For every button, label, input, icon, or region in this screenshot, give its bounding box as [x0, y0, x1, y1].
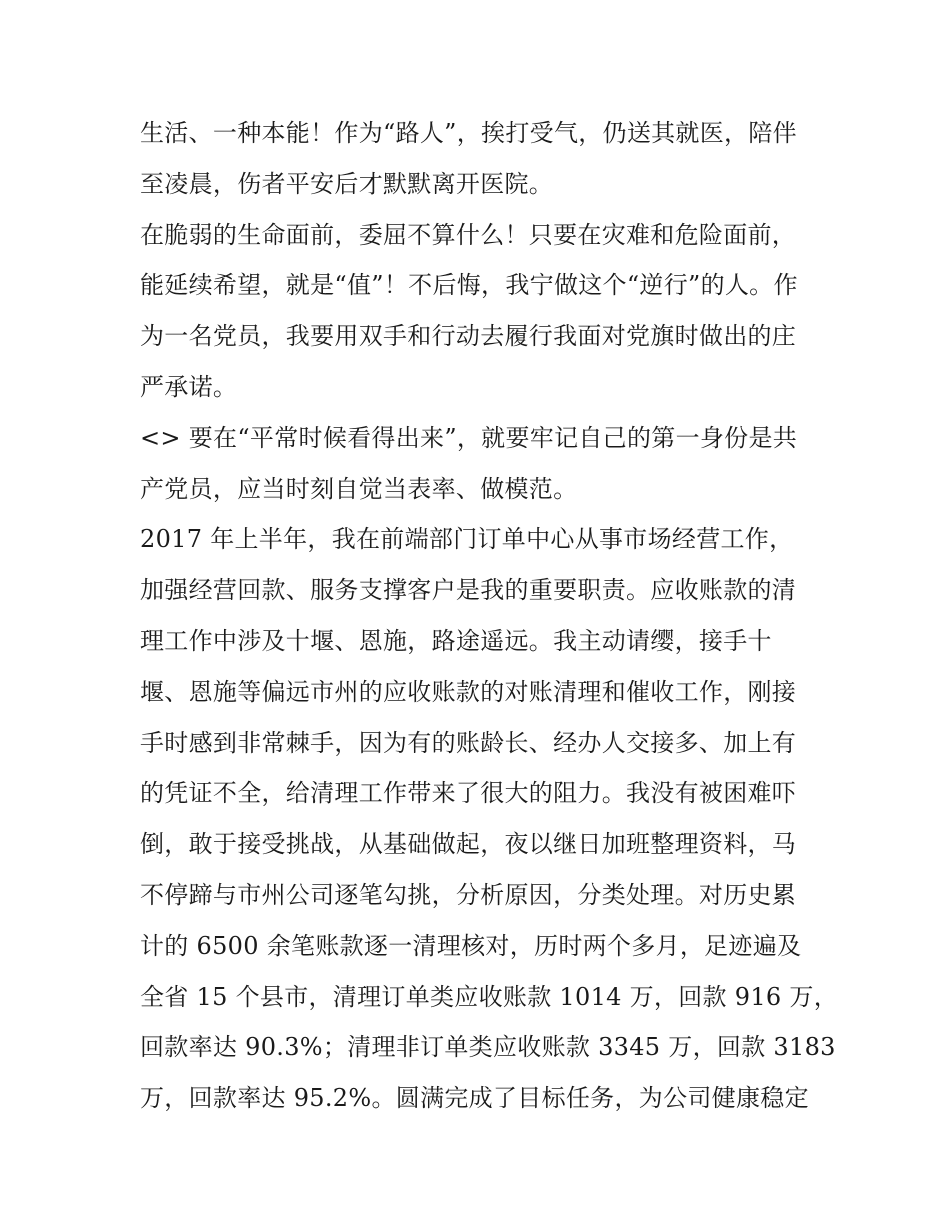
text-line: 计的 6500 余笔账款逐一清理核对，历时两个多月，足迹遍及 [140, 931, 802, 960]
text-line: 倒，敢于接受挑战，从基础做起，夜以继日加班整理资料，马 [140, 830, 797, 859]
text-line: 在脆弱的生命面前，委屈不算什么！只要在灾难和危险面前， [140, 220, 797, 249]
text-line: 至凌晨，伤者平安后才默默离开医院。 [140, 169, 554, 198]
text-line: 生活、一种本能！作为“路人”，挨打受气，仍送其就医，陪伴 [140, 119, 797, 147]
text-line: 回款率达 90.3%；清理非订单类应收账款 3345 万，回款 3183 [140, 1033, 836, 1062]
text-line: 加强经营回款、服务支撑客户是我的重要职责。应收账款的清 [140, 576, 797, 605]
text-line: 的凭证不全，给清理工作带来了很大的阻力。我没有被困难吓 [140, 779, 797, 808]
text-line: 手时感到非常棘手，因为有的账龄长、经办人交接多、加上有 [140, 728, 797, 757]
text-line: 为一名党员，我要用双手和行动去履行我面对党旗时做出的庄 [140, 322, 797, 351]
text-line: 万，回款率达 95.2%。圆满完成了目标任务，为公司健康稳定 [140, 1084, 809, 1113]
text-line: 2017 年上半年，我在前端部门订单中心从事市场经营工作， [140, 525, 794, 554]
text-line: <> 要在“平常时候看得出来”，就要牢记自己的第一身份是共 [140, 423, 798, 452]
text-line: 堰、恩施等偏远市州的应收账款的对账清理和催收工作，刚接 [140, 677, 797, 706]
text-line: 全省 15 个县市，清理订单类应收账款 1014 万，回款 916 万， [140, 982, 838, 1011]
text-line: 产党员，应当时刻自觉当表率、做模范。 [140, 474, 578, 503]
text-line: 理工作中涉及十堰、恩施，路途遥远。我主动请缨，接手十 [140, 626, 772, 655]
text-line: 严承诺。 [140, 372, 238, 401]
text-line: 不停蹄与市州公司逐笔勾挑，分析原因，分类处理。对历史累 [140, 880, 797, 909]
text-line: 能延续希望，就是“值”！不后悔，我宁做这个“逆行”的人。作 [140, 271, 798, 300]
document-body [140, 108, 838, 1124]
